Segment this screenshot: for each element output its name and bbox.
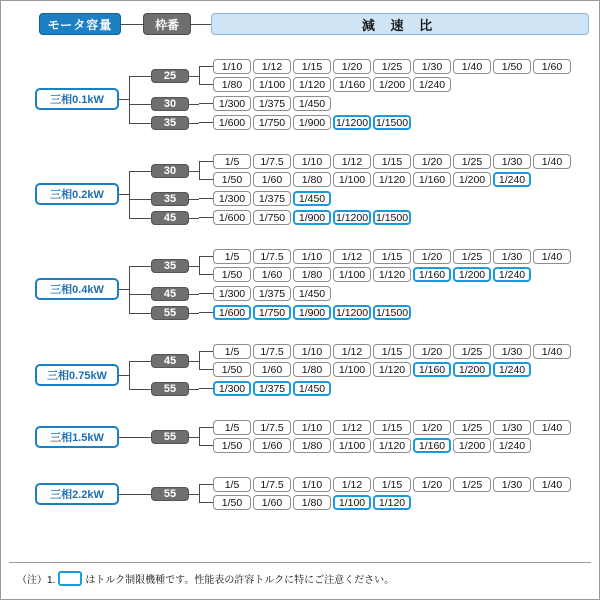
ratio-cell[interactable]: 1/900 — [293, 305, 331, 320]
frame-to-ratio-connector — [189, 266, 199, 267]
frame-no-chip[interactable]: 35 — [151, 116, 189, 130]
ratio-branch-spine — [199, 256, 200, 275]
ratio-cell[interactable]: 1/40 — [533, 154, 571, 169]
ratio-cell[interactable]: 1/1500 — [373, 115, 411, 130]
ratio-cell[interactable]: 1/240 — [493, 172, 531, 187]
motor-capacity-label[interactable]: 三相0.75kW — [35, 364, 119, 386]
ratio-cell[interactable]: 1/40 — [453, 59, 491, 74]
ratio-cell[interactable]: 1/25 — [453, 344, 491, 359]
ratio-line-connector — [199, 217, 213, 218]
ratio-cell[interactable]: 1/100 — [333, 362, 371, 377]
frame-connector — [129, 123, 151, 124]
ratio-cell[interactable]: 1/30 — [493, 477, 531, 492]
capacity-connector — [119, 99, 129, 100]
ratio-line-connector — [199, 502, 213, 503]
ratio-cell[interactable]: 1/120 — [373, 267, 411, 282]
frame-connector — [129, 218, 151, 219]
ratio-cell[interactable]: 1/5 — [213, 154, 251, 169]
ratio-cell[interactable]: 1/60 — [253, 438, 291, 453]
ratio-cell[interactable]: 1/50 — [213, 267, 251, 282]
ratio-cell[interactable]: 1/20 — [413, 477, 451, 492]
frame-connector — [129, 104, 151, 105]
ratio-cell[interactable]: 1/15 — [373, 154, 411, 169]
header-connector-1 — [121, 24, 143, 25]
ratio-cell[interactable]: 1/375 — [253, 381, 291, 396]
ratio-cell[interactable]: 1/20 — [413, 344, 451, 359]
capacity-connector — [119, 375, 129, 376]
frame-connector — [129, 437, 151, 438]
ratio-cell[interactable]: 1/300 — [213, 381, 251, 396]
ratio-cell[interactable]: 1/5 — [213, 420, 251, 435]
ratio-cell[interactable]: 1/240 — [493, 362, 531, 377]
ratio-cell[interactable]: 1/10 — [213, 59, 251, 74]
ratio-cell[interactable]: 1/40 — [533, 249, 571, 264]
ratio-line-connector — [199, 84, 213, 85]
ratio-cell[interactable]: 1/50 — [493, 59, 531, 74]
ratio-cell[interactable]: 1/10 — [293, 344, 331, 359]
ratio-cell[interactable]: 1/120 — [373, 438, 411, 453]
frame-to-ratio-connector — [189, 218, 199, 219]
ratio-cell[interactable]: 1/450 — [293, 191, 331, 206]
ratio-cell[interactable]: 1/300 — [213, 96, 251, 111]
ratio-cell[interactable]: 1/12 — [253, 59, 291, 74]
ratio-cell[interactable]: 1/12 — [333, 344, 371, 359]
ratio-cell[interactable]: 1/80 — [293, 267, 331, 282]
ratio-cell[interactable]: 1/80 — [293, 172, 331, 187]
ratio-cell[interactable]: 1/240 — [493, 267, 531, 282]
ratio-cell[interactable]: 1/40 — [533, 344, 571, 359]
ratio-cell[interactable]: 1/1500 — [373, 305, 411, 320]
ratio-cell[interactable]: 1/20 — [413, 154, 451, 169]
ratio-line-connector — [199, 198, 213, 199]
frame-to-ratio-connector — [189, 76, 199, 77]
ratio-cell[interactable]: 1/160 — [413, 438, 451, 453]
frame-to-ratio-connector — [189, 389, 199, 390]
ratio-cell[interactable]: 1/450 — [293, 381, 331, 396]
ratio-cell[interactable]: 1/50 — [213, 362, 251, 377]
ratio-cell[interactable]: 1/12 — [333, 154, 371, 169]
frame-to-ratio-connector — [189, 199, 199, 200]
ratio-cell[interactable]: 1/25 — [453, 477, 491, 492]
ratio-cell[interactable]: 1/1200 — [333, 210, 371, 225]
frame-no-chip[interactable]: 25 — [151, 69, 189, 83]
ratio-cell[interactable]: 1/200 — [373, 77, 411, 92]
ratio-line-connector — [199, 293, 213, 294]
frame-connector — [129, 76, 151, 77]
ratio-cell[interactable]: 1/120 — [373, 172, 411, 187]
ratio-cell[interactable]: 1/900 — [293, 210, 331, 225]
ratio-cell[interactable]: 1/100 — [253, 77, 291, 92]
footer-note-prefix: （注）1. — [17, 575, 56, 586]
ratio-cell[interactable]: 1/750 — [253, 305, 291, 320]
ratio-line-connector — [199, 445, 213, 446]
ratio-branch-spine — [199, 427, 200, 446]
ratio-cell[interactable]: 1/30 — [493, 154, 531, 169]
ratio-line-connector — [199, 427, 213, 428]
frame-connector — [129, 294, 151, 295]
ratio-cell[interactable]: 1/600 — [213, 305, 251, 320]
capacity-spine — [129, 361, 130, 390]
ratio-cell[interactable]: 1/7.5 — [253, 154, 291, 169]
ratio-cell[interactable]: 1/160 — [413, 267, 451, 282]
frame-to-ratio-connector — [189, 123, 199, 124]
ratio-cell[interactable]: 1/240 — [413, 77, 451, 92]
ratio-line-connector — [199, 256, 213, 257]
ratio-cell[interactable]: 1/1200 — [333, 305, 371, 320]
frame-no-chip[interactable]: 30 — [151, 164, 189, 178]
footer-note-suffix: はトルク制限機種です。性能表の許容トルクに特にご注意ください。 — [85, 575, 395, 586]
frame-connector — [129, 266, 151, 267]
ratio-cell[interactable]: 1/10 — [293, 477, 331, 492]
frame-to-ratio-connector — [189, 171, 199, 172]
frame-connector — [129, 361, 151, 362]
ratio-cell[interactable]: 1/160 — [333, 77, 371, 92]
capacity-connector — [119, 194, 129, 195]
ratio-cell[interactable]: 1/100 — [333, 495, 371, 510]
frame-connector — [129, 389, 151, 390]
capacity-spine — [129, 266, 130, 314]
ratio-cell[interactable]: 1/80 — [213, 77, 251, 92]
ratio-cell[interactable]: 1/80 — [293, 495, 331, 510]
ratio-cell[interactable]: 1/25 — [373, 59, 411, 74]
ratio-line-connector — [199, 179, 213, 180]
frame-no-chip[interactable]: 55 — [151, 306, 189, 320]
ratio-cell[interactable]: 1/100 — [333, 267, 371, 282]
torque-limit-legend-chip — [58, 571, 82, 586]
ratio-cell[interactable]: 1/50 — [213, 495, 251, 510]
ratio-cell[interactable]: 1/40 — [533, 420, 571, 435]
ratio-cell[interactable]: 1/7.5 — [253, 344, 291, 359]
ratio-cell[interactable]: 1/120 — [373, 495, 411, 510]
ratio-cell[interactable]: 1/60 — [253, 267, 291, 282]
header-frame-no: 枠番 — [143, 13, 191, 35]
ratio-line-connector — [199, 484, 213, 485]
footer-note — [17, 571, 394, 586]
ratio-cell[interactable]: 1/50 — [213, 172, 251, 187]
ratio-cell[interactable]: 1/5 — [213, 477, 251, 492]
ratio-cell[interactable]: 1/5 — [213, 344, 251, 359]
ratio-cell[interactable]: 1/300 — [213, 286, 251, 301]
ratio-cell[interactable]: 1/160 — [413, 172, 451, 187]
frame-to-ratio-connector — [189, 494, 199, 495]
ratio-cell[interactable]: 1/375 — [253, 96, 291, 111]
ratio-line-connector — [199, 312, 213, 313]
ratio-cell[interactable]: 1/20 — [413, 420, 451, 435]
ratio-cell[interactable]: 1/20 — [413, 249, 451, 264]
frame-connector — [129, 171, 151, 172]
ratio-cell[interactable]: 1/30 — [413, 59, 451, 74]
frame-connector — [129, 199, 151, 200]
ratio-cell[interactable]: 1/12 — [333, 477, 371, 492]
ratio-cell[interactable]: 1/15 — [373, 249, 411, 264]
ratio-cell[interactable]: 1/25 — [453, 249, 491, 264]
ratio-cell[interactable]: 1/15 — [293, 59, 331, 74]
ratio-cell[interactable]: 1/25 — [453, 420, 491, 435]
header-connector-2 — [191, 24, 211, 25]
capacity-spine — [129, 171, 130, 219]
capacity-spine — [129, 76, 130, 124]
ratio-cell[interactable]: 1/100 — [333, 438, 371, 453]
motor-capacity-label[interactable]: 三相2.2kW — [35, 483, 119, 505]
ratio-branch-spine — [199, 484, 200, 503]
ratio-cell[interactable]: 1/15 — [373, 420, 411, 435]
ratio-cell[interactable]: 1/900 — [293, 115, 331, 130]
ratio-cell[interactable]: 1/375 — [253, 286, 291, 301]
ratio-line-connector — [199, 274, 213, 275]
ratio-cell[interactable]: 1/10 — [293, 249, 331, 264]
ratio-cell[interactable]: 1/1500 — [373, 210, 411, 225]
ratio-cell[interactable]: 1/50 — [213, 438, 251, 453]
ratio-cell[interactable]: 1/30 — [493, 344, 531, 359]
header-reduction-ratio: 減 速 比 — [211, 13, 589, 35]
ratio-branch-spine — [199, 66, 200, 85]
ratio-cell[interactable]: 1/240 — [493, 438, 531, 453]
motor-capacity-label[interactable]: 三相0.1kW — [35, 88, 119, 110]
ratio-cell[interactable]: 1/7.5 — [253, 477, 291, 492]
ratio-branch-spine — [199, 351, 200, 370]
frame-no-chip[interactable]: 55 — [151, 430, 189, 444]
frame-no-chip[interactable]: 55 — [151, 382, 189, 396]
ratio-cell[interactable]: 1/80 — [293, 438, 331, 453]
ratio-cell[interactable]: 1/15 — [373, 477, 411, 492]
ratio-cell[interactable]: 1/200 — [453, 362, 491, 377]
ratio-cell[interactable]: 1/300 — [213, 191, 251, 206]
capacity-connector — [119, 437, 129, 438]
ratio-cell[interactable]: 1/1200 — [333, 115, 371, 130]
frame-no-chip[interactable]: 45 — [151, 211, 189, 225]
frame-connector — [129, 494, 151, 495]
ratio-cell[interactable]: 1/40 — [533, 477, 571, 492]
ratio-cell[interactable]: 1/200 — [453, 172, 491, 187]
ratio-cell[interactable]: 1/12 — [333, 249, 371, 264]
ratio-cell[interactable]: 1/60 — [533, 59, 571, 74]
ratio-cell[interactable]: 1/750 — [253, 210, 291, 225]
frame-no-chip[interactable]: 30 — [151, 97, 189, 111]
ratio-line-connector — [199, 351, 213, 352]
frame-to-ratio-connector — [189, 294, 199, 295]
ratio-cell[interactable]: 1/5 — [213, 249, 251, 264]
ratio-branch-spine — [199, 161, 200, 180]
ratio-cell[interactable]: 1/120 — [373, 362, 411, 377]
ratio-cell[interactable]: 1/12 — [333, 420, 371, 435]
ratio-line-connector — [199, 103, 213, 104]
ratio-cell[interactable]: 1/160 — [413, 362, 451, 377]
motor-capacity-label[interactable]: 三相0.4kW — [35, 278, 119, 300]
ratio-cell[interactable]: 1/10 — [293, 154, 331, 169]
frame-connector — [129, 313, 151, 314]
motor-capacity-label[interactable]: 三相1.5kW — [35, 426, 119, 448]
ratio-cell[interactable]: 1/600 — [213, 210, 251, 225]
ratio-cell[interactable]: 1/200 — [453, 438, 491, 453]
ratio-cell[interactable]: 1/60 — [253, 495, 291, 510]
frame-no-chip[interactable]: 45 — [151, 354, 189, 368]
ratio-line-connector — [199, 369, 213, 370]
frame-no-chip[interactable]: 45 — [151, 287, 189, 301]
ratio-cell[interactable]: 1/25 — [453, 154, 491, 169]
frame-no-chip[interactable]: 35 — [151, 259, 189, 273]
frame-to-ratio-connector — [189, 104, 199, 105]
frame-no-chip[interactable]: 35 — [151, 192, 189, 206]
ratio-cell[interactable]: 1/80 — [293, 362, 331, 377]
frame-to-ratio-connector — [189, 361, 199, 362]
ratio-cell[interactable]: 1/30 — [493, 249, 531, 264]
ratio-line-connector — [199, 388, 213, 389]
ratio-cell[interactable]: 1/60 — [253, 172, 291, 187]
header-motor-capacity: モータ容量 — [39, 13, 121, 35]
capacity-connector — [119, 494, 129, 495]
ratio-cell[interactable]: 1/600 — [213, 115, 251, 130]
ratio-cell[interactable]: 1/10 — [293, 420, 331, 435]
ratio-cell[interactable]: 1/200 — [453, 267, 491, 282]
ratio-line-connector — [199, 122, 213, 123]
ratio-line-connector — [199, 161, 213, 162]
ratio-cell[interactable]: 1/7.5 — [253, 420, 291, 435]
frame-to-ratio-connector — [189, 313, 199, 314]
frame-no-chip[interactable]: 55 — [151, 487, 189, 501]
ratio-cell[interactable]: 1/120 — [293, 77, 331, 92]
ratio-cell[interactable]: 1/7.5 — [253, 249, 291, 264]
ratio-cell[interactable]: 1/20 — [333, 59, 371, 74]
ratio-cell[interactable]: 1/750 — [253, 115, 291, 130]
ratio-cell[interactable]: 1/450 — [293, 96, 331, 111]
ratio-cell[interactable]: 1/60 — [253, 362, 291, 377]
ratio-line-connector — [199, 66, 213, 67]
ratio-cell[interactable]: 1/100 — [333, 172, 371, 187]
motor-capacity-label[interactable]: 三相0.2kW — [35, 183, 119, 205]
frame-to-ratio-connector — [189, 437, 199, 438]
ratio-cell[interactable]: 1/15 — [373, 344, 411, 359]
ratio-cell[interactable]: 1/30 — [493, 420, 531, 435]
capacity-connector — [119, 289, 129, 290]
ratio-cell[interactable]: 1/450 — [293, 286, 331, 301]
footer-divider — [9, 562, 591, 563]
ratio-cell[interactable]: 1/375 — [253, 191, 291, 206]
